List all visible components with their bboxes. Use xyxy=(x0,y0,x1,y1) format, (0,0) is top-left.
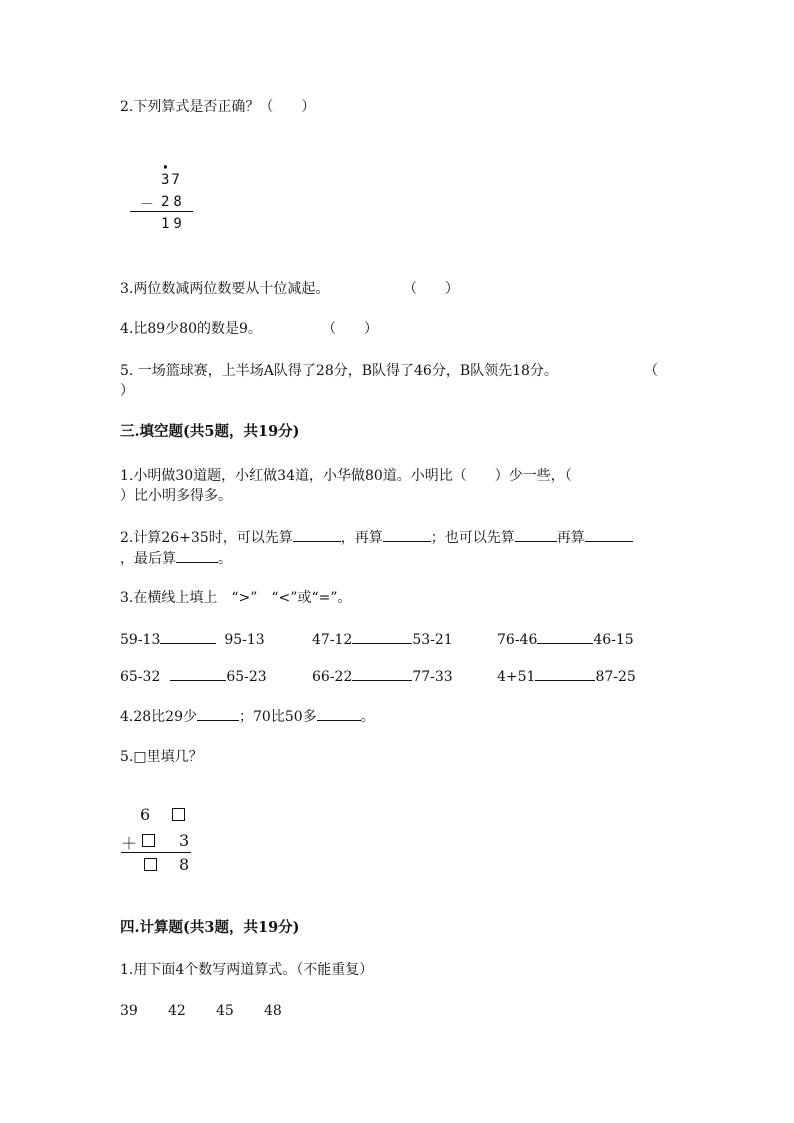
compare-left: 76-46 xyxy=(497,632,538,648)
compare-left: 66-22 xyxy=(312,669,353,685)
q3-1-line1: 1.小明做30道题，小红做34道，小华做80道。小明比（ ）少一些，（ xyxy=(120,468,572,484)
q3-4-part3: 。 xyxy=(360,709,375,725)
q2-3-question: 3.两位数减两位数要从十位减起。 xyxy=(120,281,330,297)
compare-right: 87-25 xyxy=(595,669,636,685)
q3-1-line2: ）比小明多得多。 xyxy=(120,488,232,504)
vertical-operator: － xyxy=(140,197,154,213)
compare-item xyxy=(120,666,267,687)
vertical-result: 19 xyxy=(161,216,186,232)
number-item: 39 xyxy=(120,1003,138,1019)
q3-4-part1: 4.28比29少 xyxy=(120,709,197,725)
compare-right: 53-21 xyxy=(412,632,453,648)
answer-box[interactable] xyxy=(172,808,185,821)
vertical-divider xyxy=(130,211,193,212)
q4-1-question: 1.用下面4个数写两道算式。（不能重复） xyxy=(120,962,374,978)
compare-item xyxy=(312,666,453,687)
compare-blank[interactable] xyxy=(535,666,595,681)
compare-left: 59-13 xyxy=(120,632,161,648)
compare-blank[interactable] xyxy=(170,666,226,681)
q3-4-line xyxy=(120,706,375,727)
addition-bottom-digit: 8 xyxy=(179,855,190,874)
answer-box[interactable] xyxy=(142,834,155,847)
compare-blank[interactable] xyxy=(537,629,593,644)
q3-2-part3: ；也可以先算 xyxy=(430,530,515,546)
compare-left: 65-32 xyxy=(120,669,161,685)
compare-right: 95-13 xyxy=(224,632,265,648)
q2-4-question: 4.比89少80的数是9。 xyxy=(120,321,262,337)
compare-item xyxy=(497,629,634,650)
compare-left: 47-12 xyxy=(312,632,353,648)
addition-operator: ＋ xyxy=(121,834,138,853)
compare-right: 77-33 xyxy=(412,669,453,685)
carry-dot: · xyxy=(160,157,171,178)
q2-5-answer-paren-open[interactable]: （ xyxy=(644,363,658,379)
compare-right: 46-15 xyxy=(593,632,634,648)
q2-3-answer-paren[interactable]: （ ） xyxy=(403,281,459,297)
answer-box[interactable] xyxy=(144,858,157,871)
addition-top-digit: 6 xyxy=(140,805,151,824)
q3-2-line2 xyxy=(120,548,232,569)
answer-blank[interactable] xyxy=(317,706,361,721)
q3-4-part2: ；70比50多 xyxy=(239,709,317,725)
q3-2-line1 xyxy=(120,527,633,548)
q3-5-question: 5.□里填几？ xyxy=(120,749,203,765)
answer-blank[interactable] xyxy=(383,527,431,542)
section-3-title: 三.填空题(共5题，共19分) xyxy=(120,423,300,440)
q2-5-answer-paren-close: ） xyxy=(120,383,134,399)
vertical-row1: 37 xyxy=(161,172,182,188)
compare-blank[interactable] xyxy=(160,629,216,644)
q3-2-part5: ，最后算 xyxy=(120,551,176,567)
compare-item xyxy=(497,666,636,687)
compare-blank[interactable] xyxy=(352,629,412,644)
compare-item xyxy=(312,629,453,650)
q2-5-question: 5. 一场篮球赛，上半场A队得了28分，B队得了46分，B队领先18分。 xyxy=(120,363,558,379)
vertical-row2: 28 xyxy=(161,194,186,210)
q3-3-question: 3.在横线上填上 “>” “<”或“=”。 xyxy=(120,590,352,606)
q3-2-part1: 2.计算26+35时，可以先算 xyxy=(120,530,293,546)
compare-left: 4+51 xyxy=(497,669,536,685)
compare-blank[interactable] xyxy=(352,666,412,681)
answer-blank[interactable] xyxy=(176,548,218,563)
answer-blank[interactable] xyxy=(197,706,239,721)
number-item: 48 xyxy=(264,1003,282,1019)
addition-mid-digit: 3 xyxy=(179,831,190,850)
number-item: 45 xyxy=(216,1003,234,1019)
q3-2-part4: 再算 xyxy=(556,530,585,546)
answer-blank[interactable] xyxy=(585,527,633,542)
compare-right: 65-23 xyxy=(226,669,267,685)
answer-blank[interactable] xyxy=(293,527,341,542)
q2-4-answer-paren[interactable]: （ ） xyxy=(322,321,378,337)
compare-item xyxy=(120,629,265,650)
number-item: 42 xyxy=(168,1003,186,1019)
q2-2-question: 2.下列算式是否正确？（ ） xyxy=(120,99,316,115)
section-4-title: 四.计算题(共3题，共19分) xyxy=(120,919,300,936)
answer-blank[interactable] xyxy=(515,527,557,542)
addition-divider xyxy=(121,852,191,853)
q3-2-part6: 。 xyxy=(218,551,232,567)
q3-2-part2: ，再算 xyxy=(340,530,383,546)
